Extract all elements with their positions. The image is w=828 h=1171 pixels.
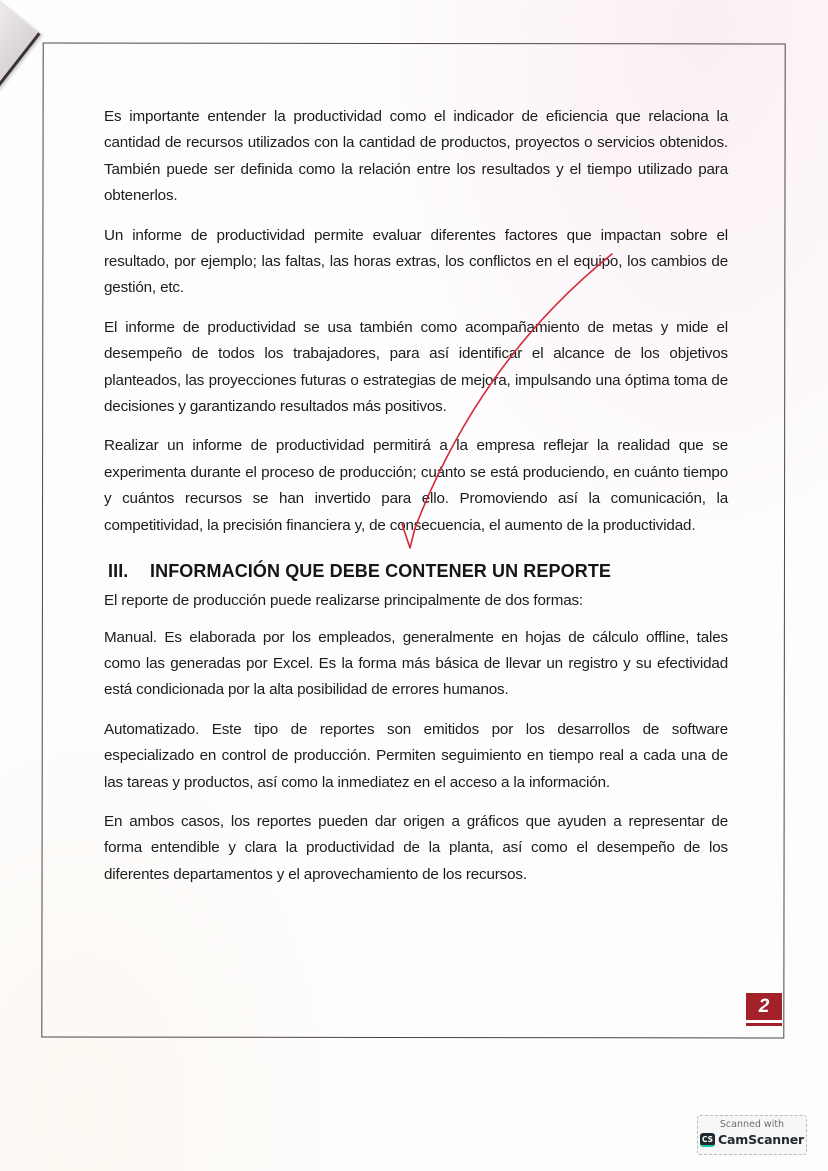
page-number-badge: 2	[746, 993, 782, 1023]
paragraph-productivity-definition: Es importante entender la productividad como el indicador de eficiencia que relaciona la cantidad de recursos utilizados con la cantidad de productos, proyectos o servicios obtenidos. También puede ser definida como la relación entre los resultados y el tiempo utilizado para obtenerlos.	[104, 108, 728, 205]
paragraph-manual-report: Manual. Es elaborada por los empleados, generalmente en hojas de cálculo offline, tales como las generadas por Excel. Es la forma más básica de llevar un registro y su efectividad está condicionada por la alta posibilidad de errores humanos.	[104, 628, 728, 699]
section-title: INFORMACIÓN QUE DEBE CONTENER UN REPORTE	[150, 561, 612, 582]
paragraph-report-forms-intro: El reporte de producción puede realizarse principalmente de dos formas:	[104, 592, 583, 610]
section-number: III.	[108, 561, 129, 582]
paragraph-automated-report: Automatizado. Este tipo de reportes son emitidos por los desarrollos de software especializado en control de producción. Permiten seguimiento en tiempo real a cada una de las tareas y productos, así como la inmediatez en el acceso a la información.	[104, 720, 728, 791]
watermark-brand	[698, 1132, 806, 1147]
camscanner-watermark	[697, 1115, 807, 1155]
section-heading	[108, 561, 728, 582]
paragraph-productivity-report-factors: Un informe de productividad permite evaluar diferentes factores que impactan sobre el resultado, por ejemplo; las faltas, las horas extras, los conflictos en el equipo, los cambios de gestión, etc.	[104, 226, 728, 297]
document-body	[104, 104, 728, 901]
paragraph-productivity-report-goals: El informe de productividad se usa también como acompañamiento de metas y mide el desempeño de todos los trabajadores, para así identificar el alcance de los objetivos planteados, las proyecciones futuras o estrategias de mejora, impulsando una óptima toma de decisiones y garantizando resultados más positivos.	[104, 318, 728, 416]
paragraph-productivity-report-benefits: Realizar un informe de productividad permitirá a la empresa reflejar la realidad que se experimenta durante el proceso de producción; cuánto se está produciendo, en cuánto tiempo y cuántos recursos se han invertido para ello. Promoviendo así la comunicación, la competitividad, la precisión financiera y, de consecuencia, el aumento de la productividad.	[104, 437, 728, 534]
camscanner-logo-icon: CS	[700, 1133, 715, 1147]
watermark-caption: Scanned with	[719, 1119, 785, 1130]
paragraph-report-graphics: En ambos casos, los reportes pueden dar origen a gráficos que ayuden a representar de forma entendible y clara la productividad de la planta, así como el desempeño de los diferentes departamentos y el aprovechamiento de los recursos.	[104, 812, 728, 883]
watermark-brand-name: CamScanner	[718, 1132, 804, 1147]
